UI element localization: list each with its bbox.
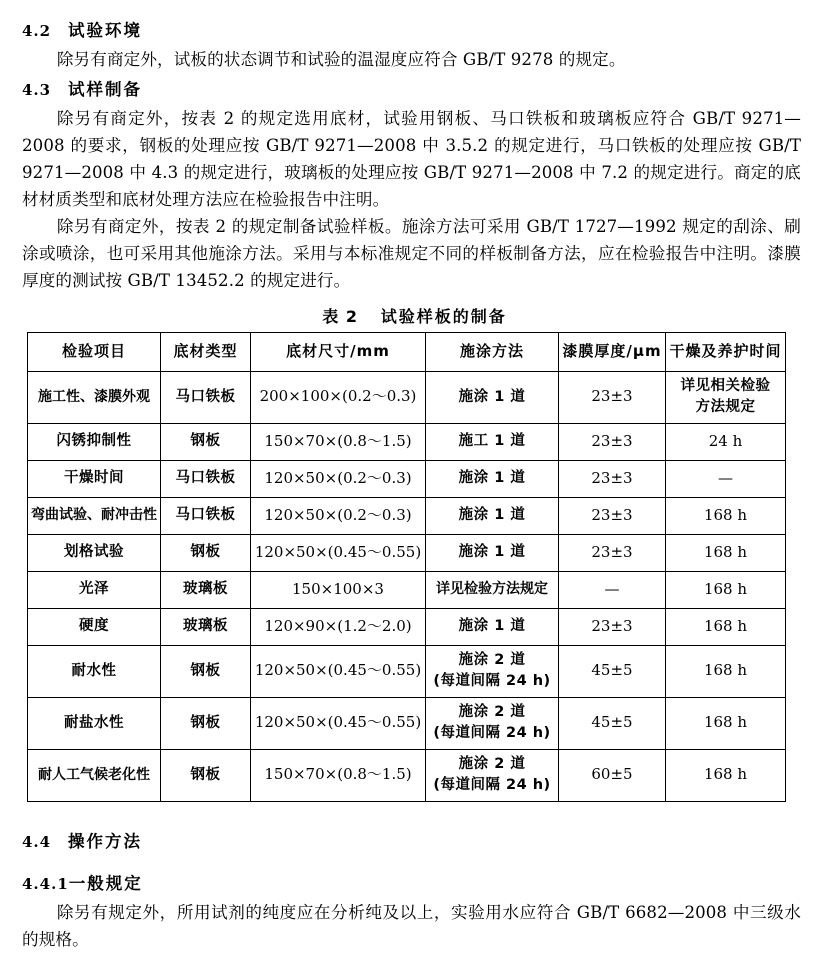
cell-substrate: 玻璃板: [161, 571, 251, 608]
cell-item: 硬度: [28, 608, 161, 645]
table-row: [28, 534, 786, 571]
spacer: [0, 802, 829, 822]
paragraph-4-4-1-1: 除另有规定外，所用试剂的纯度应在分析纯及以上，实验用水应符合 GB/T 6682—2008 中三级水的规格。: [22, 903, 801, 949]
section-number-4-2: 4.2: [22, 22, 52, 40]
table-row: [28, 697, 786, 749]
cell-method: 施涂 1 道: [426, 608, 559, 645]
cell-size: 150×100×3: [251, 571, 426, 608]
cell-size: 150×70×(0.8～1.5): [251, 423, 426, 460]
table-container: [0, 332, 829, 802]
cell-substrate: 玻璃板: [161, 608, 251, 645]
cell-item: 划格试验: [28, 534, 161, 571]
cell-size: 120×50×(0.45～0.55): [251, 534, 426, 571]
column-header-drying: 干燥及养护时间: [666, 332, 786, 371]
cell-method: 施涂 2 道 (每道间隔 24 h): [426, 697, 559, 749]
cell-method: 详见检验方法规定: [426, 571, 559, 608]
table-row: [28, 749, 786, 801]
top-spacer: [0, 0, 829, 20]
cell-drying: —: [666, 460, 786, 497]
cell-thickness: 23±3: [559, 460, 666, 497]
cell-item: 干燥时间: [28, 460, 161, 497]
cell-size: 120×50×(0.2～0.3): [251, 497, 426, 534]
table-row: [28, 423, 786, 460]
section-heading-4-2: [0, 20, 829, 42]
table-row: [28, 460, 786, 497]
column-header-substrate: 底材类型: [161, 332, 251, 371]
cell-size: 120×50×(0.2～0.3): [251, 460, 426, 497]
cell-thickness: 45±5: [559, 697, 666, 749]
cell-item: 施工性、漆膜外观: [28, 371, 161, 423]
cell-drying: 168 h: [666, 497, 786, 534]
column-header-item: 检验项目: [28, 332, 161, 371]
cell-thickness: 23±3: [559, 534, 666, 571]
cell-method: 施涂 1 道: [426, 371, 559, 423]
cell-thickness: 45±5: [559, 645, 666, 697]
cell-drying: 24 h: [666, 423, 786, 460]
table-caption-title: 试验样板的制备: [380, 306, 507, 326]
paragraph-4-3-1: 除另有商定外，按表 2 的规定选用底材，试验用钢板、马口铁板和玻璃板应符合 GB/T 9271—2008 的要求，钢板的处理应按 GB/T 9271—2008 中 3.5.2 的规定进行，马口铁板的处理应按 GB/T 9271—2008 中 4.3 的规定进行，玻璃板的处理应按 GB/T 9271—2008 中 7.2 的规定进行。商定的底材材质类型和底材处理方法应在检验报告中注明。: [22, 109, 801, 210]
column-header-method: 施涂方法: [426, 332, 559, 371]
cell-drying: 168 h: [666, 608, 786, 645]
cell-size: 120×90×(1.2～2.0): [251, 608, 426, 645]
cell-substrate: 钢板: [161, 534, 251, 571]
cell-size: 120×50×(0.45～0.55): [251, 645, 426, 697]
section-heading-4-4-1: [0, 873, 829, 895]
cell-substrate: 钢板: [161, 697, 251, 749]
table-caption: [0, 304, 829, 327]
section-title-4-4-1: 一般规定: [68, 873, 143, 893]
cell-size: 200×100×(0.2～0.3): [251, 371, 426, 423]
table-body: [28, 371, 786, 801]
table-row: [28, 645, 786, 697]
cell-item: 光泽: [28, 571, 161, 608]
cell-drying: 168 h: [666, 571, 786, 608]
cell-method: 施涂 1 道: [426, 497, 559, 534]
spacer: [0, 822, 829, 831]
cell-drying: 168 h: [666, 534, 786, 571]
section-title-4-3: 试样制备: [68, 80, 142, 100]
cell-item: 耐人工气候老化性: [28, 749, 161, 801]
table-row: [28, 497, 786, 534]
cell-thickness: 23±3: [559, 497, 666, 534]
cell-substrate: 钢板: [161, 645, 251, 697]
cell-thickness: —: [559, 571, 666, 608]
cell-method: 施涂 2 道 (每道间隔 24 h): [426, 645, 559, 697]
cell-substrate: 钢板: [161, 423, 251, 460]
cell-method: 施工 1 道: [426, 423, 559, 460]
cell-thickness: 23±3: [559, 608, 666, 645]
cell-substrate: 马口铁板: [161, 460, 251, 497]
cell-method: 施涂 1 道: [426, 460, 559, 497]
cell-item: 耐盐水性: [28, 697, 161, 749]
cell-drying: 168 h: [666, 697, 786, 749]
cell-substrate: 马口铁板: [161, 497, 251, 534]
cell-item: 弯曲试验、耐冲击性: [28, 497, 161, 534]
cell-substrate: 钢板: [161, 749, 251, 801]
cell-method: 施涂 1 道: [426, 534, 559, 571]
test-panel-preparation-table: [27, 332, 786, 802]
cell-item: 闪锈抑制性: [28, 423, 161, 460]
section-heading-4-3: [0, 79, 829, 101]
spacer: [0, 295, 829, 304]
section-heading-4-4: [0, 831, 829, 853]
cell-substrate: 马口铁板: [161, 371, 251, 423]
cell-size: 150×70×(0.8～1.5): [251, 749, 426, 801]
paragraph-4-3-2: 除另有商定外，按表 2 的规定制备试验样板。施涂方法可采用 GB/T 1727—1992 规定的刮涂、刷涂或喷涂，也可采用其他施涂方法。采用与本标准规定不同的样板制备方法，应在检验报告中注明。漆膜厚度的测试按 GB/T 13452.2 的规定进行。: [22, 216, 801, 290]
section-number-4-4-1: 4.4.1: [22, 874, 69, 893]
section-title-4-4: 操作方法: [68, 831, 142, 851]
table-row: [28, 608, 786, 645]
column-header-thickness: 漆膜厚度/μm: [559, 332, 666, 371]
cell-thickness: 23±3: [559, 423, 666, 460]
cell-drying: 详见相关检验 方法规定: [666, 371, 786, 423]
column-header-size: 底材尺寸/mm: [251, 332, 426, 371]
table-row: [28, 571, 786, 608]
cell-size: 120×50×(0.45～0.55): [251, 697, 426, 749]
table-header: [28, 332, 786, 371]
cell-method: 施涂 2 道 (每道间隔 24 h): [426, 749, 559, 801]
paragraph-4-2-1: 除另有商定外，试板的状态调节和试验的温湿度应符合 GB/T 9278 的规定。: [56, 50, 626, 70]
cell-drying: 168 h: [666, 645, 786, 697]
cell-item: 耐水性: [28, 645, 161, 697]
cell-thickness: 60±5: [559, 749, 666, 801]
table-row: [28, 371, 786, 423]
section-number-4-3: 4.3: [22, 81, 52, 100]
section-title-4-2: 试验环境: [68, 21, 142, 40]
table-caption-number: 表 2: [322, 306, 358, 326]
cell-thickness: 23±3: [559, 371, 666, 423]
section-number-4-4: 4.4: [22, 832, 52, 851]
table-header-row: [28, 332, 786, 371]
cell-drying: 168 h: [666, 749, 786, 801]
spacer: [0, 853, 829, 873]
